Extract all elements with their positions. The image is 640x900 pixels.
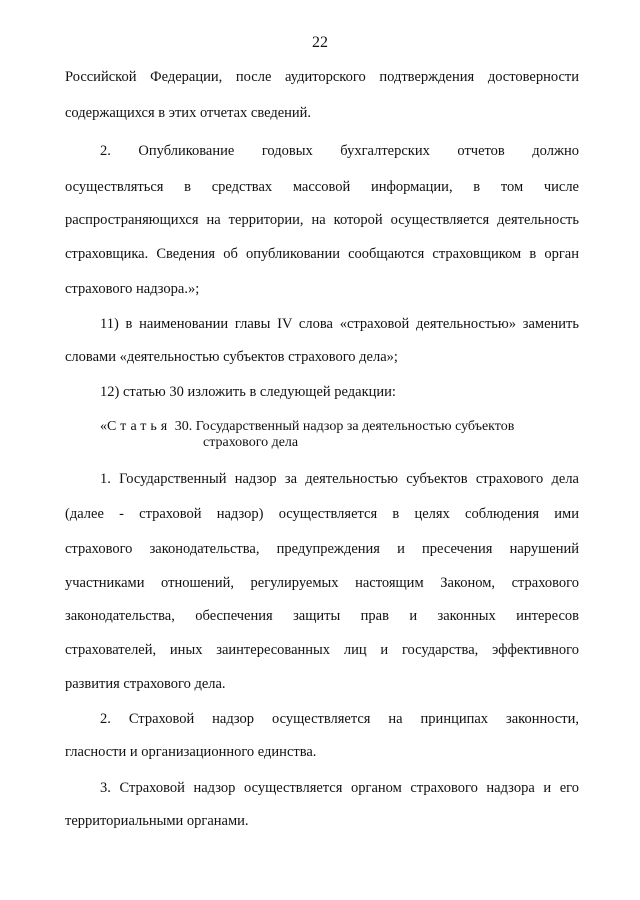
- text-line: страхователей, иных заинтересованных лиц и государства, эффективного: [65, 642, 579, 658]
- text-line: (далее - страховой надзор) осуществляется в целях соблюдения ими: [65, 506, 579, 522]
- text-line: законодательства, обеспечения защиты прав и законных интересов: [65, 608, 579, 624]
- text-line: страховщика. Сведения об опубликовании сообщаются страховщиком в орган: [65, 246, 579, 262]
- text-line: территориальными органами.: [65, 813, 249, 829]
- text-line: 2. Страховой надзор осуществляется на принципах законности,: [100, 711, 579, 727]
- text-line: осуществляться в средствах массовой информации, в том числе: [65, 179, 579, 195]
- article-open-quote: «: [100, 419, 107, 434]
- text-line: страхового надзора.»;: [65, 281, 200, 297]
- article-word: Статья: [107, 419, 172, 434]
- text-line: словами «деятельностью субъектов страхового дела»;: [65, 349, 398, 365]
- text-line: распространяющихся на территории, на которой осуществляется деятельность: [65, 212, 579, 228]
- page-number: 22: [312, 34, 328, 51]
- text-line: гласности и организационного единства.: [65, 744, 317, 760]
- article-heading-continued: страхового дела: [203, 435, 299, 450]
- text-line: развития страхового дела.: [65, 676, 226, 692]
- text-line: содержащихся в этих отчетах сведений.: [65, 105, 312, 121]
- text-line: 3. Страховой надзор осуществляется органом страхового надзора и его: [100, 780, 579, 796]
- article-title: 30. Государственный надзор за деятельностью субъектов: [174, 419, 515, 434]
- text-line: Российской Федерации, после аудиторского подтверждения достоверности: [65, 69, 579, 85]
- text-line: 12) статью 30 изложить в следующей редакции:: [100, 384, 396, 400]
- text-line: участниками отношений, регулируемых настоящим Законом, страхового: [65, 575, 579, 591]
- text-line: 2. Опубликование годовых бухгалтерских отчетов должно: [100, 143, 579, 159]
- text-line: 11) в наименовании главы IV слова «страховой деятельностью» заменить: [100, 316, 579, 332]
- text-line: 1. Государственный надзор за деятельностью субъектов страхового дела: [100, 471, 579, 487]
- text-line: страхового законодательства, предупреждения и пресечения нарушений: [65, 541, 579, 557]
